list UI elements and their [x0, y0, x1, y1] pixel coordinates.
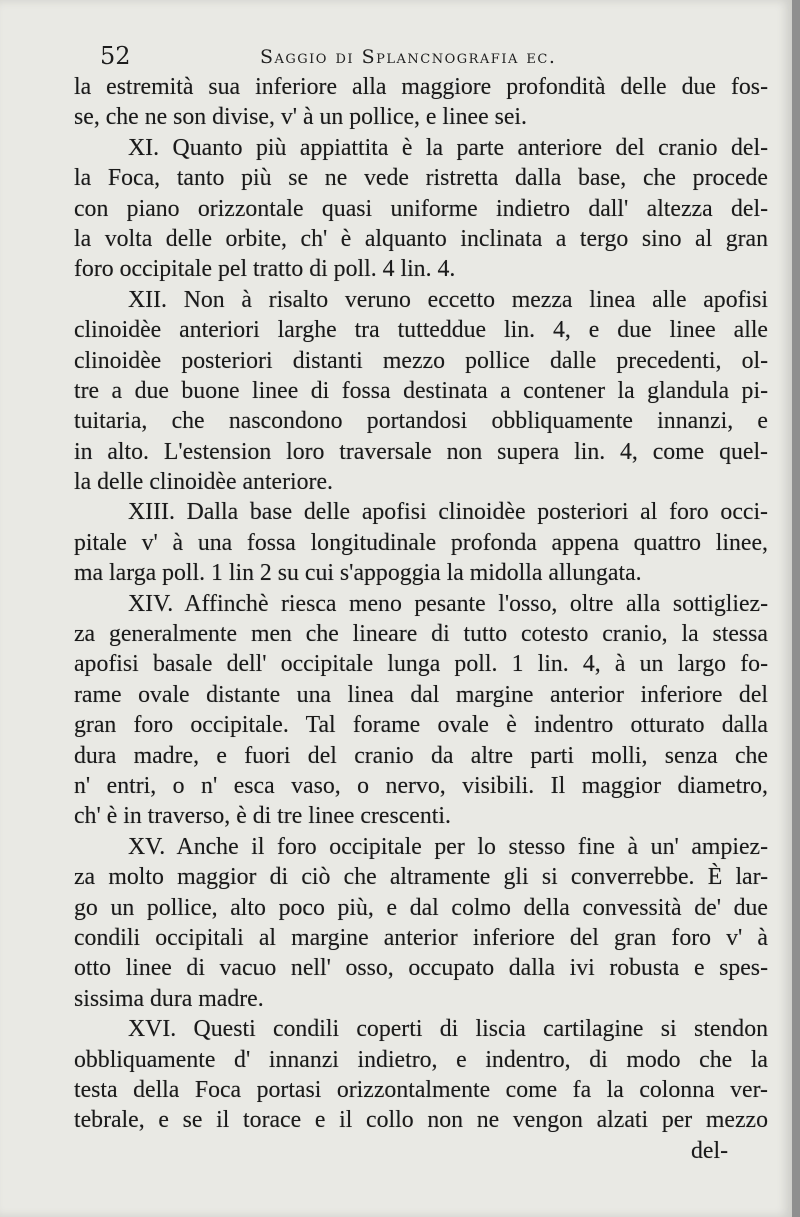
text-line: in alto. L'estension loro traversale non supera lin. 4, come quel-: [74, 438, 768, 465]
text-line: ch' è in traverso, è di tre linee crescenti.: [74, 803, 451, 830]
text-line: dura madre, e fuori del cranio da altre parti molli, senza che: [74, 742, 768, 769]
text-line: obbliquamente d' innanzi indietro, e indentro, di modo che la: [74, 1046, 768, 1073]
text-line: clinoidèe anteriori larghe tra tutteddue lin. 4, e due linee alle: [74, 317, 768, 344]
text-line: gran foro occipitale. Tal forame ovale è indentro otturato dalla: [74, 712, 768, 739]
text-line: sissima dura madre.: [74, 985, 264, 1012]
text-line: tre a due buone linee di fossa destinata a contener la glandula pi-: [74, 377, 768, 404]
text-line: la delle clinoidèe anteriore.: [74, 469, 333, 496]
text-line: go un pollice, alto poco più, e dal colmo della convessità de' due: [74, 894, 768, 921]
text-line: apofisi basale dell' occipitale lunga poll. 1 lin. 4, à un largo fo-: [74, 651, 768, 678]
paragraph-start-xiv: XIV. Affinchè riesca meno pesante l'osso, oltre alla sottigliez-: [128, 590, 768, 617]
text-line: con piano orizzontale quasi uniforme indietro dall' altezza del-: [74, 195, 768, 222]
text-line: la estremità sua inferiore alla maggiore profondità delle due fos-: [74, 74, 768, 100]
paragraph-start-xi: XI. Quanto più appiattita è la parte anteriore del cranio del-: [128, 134, 768, 161]
running-head: Saggio di Splancnografia ec.: [260, 46, 557, 68]
text-line: la Foca, tanto più se ne vede ristretta dalla base, che procede: [74, 165, 768, 192]
page-number: 52: [100, 42, 131, 70]
text-line: za molto maggior di ciò che altramente gli si converrebbe. È lar-: [74, 864, 768, 891]
catchword: del-: [691, 1137, 728, 1164]
text-line: pitale v' à una fossa longitudinale profonda appena quattro linee,: [74, 529, 768, 556]
text-line: otto linee di vacuo nell' osso, occupato dalla ivi robusta e spes-: [74, 955, 768, 982]
paragraph-start-xiii: XIII. Dalla base delle apofisi clinoidèe posteriori al foro occi-: [128, 499, 768, 526]
text-line: la volta delle orbite, ch' è alquanto inclinata a tergo sino al gran: [74, 225, 768, 252]
text-line: za generalmente men che lineare di tutto cotesto cranio, la stessa: [74, 621, 768, 648]
text-line: tuitaria, che nascondono portandosi obbliquamente innanzi, e: [74, 408, 768, 435]
text-line: clinoidèe posteriori distanti mezzo pollice dalle precedenti, ol-: [74, 347, 768, 374]
text-line: tebrale, e se il torace e il collo non ne vengon alzati per mezzo: [74, 1107, 768, 1134]
paragraph-start-xii: XII. Non à risalto veruno eccetto mezza linea alle apofisi: [128, 286, 768, 313]
text-line: condili occipitali al margine anterior inferiore del gran foro v' à: [74, 924, 768, 951]
body-text: [74, 72, 768, 1166]
text-line: n' entri, o n' esca vaso, o nervo, visibili. Il maggior diametro,: [74, 772, 768, 799]
text-line: ma larga poll. 1 lin 2 su cui s'appoggia la midolla allungata.: [74, 560, 642, 587]
text-line: testa della Foca portasi orizzontalmente come fa la colonna ver-: [74, 1076, 768, 1103]
paragraph-start-xv: XV. Anche il foro occipitale per lo stesso fine à un' ampiez-: [128, 833, 768, 860]
paragraph-start-xvi: XVI. Questi condili coperti di liscia cartilagine si stendon: [128, 1016, 768, 1043]
text-line: rame ovale distante una linea dal margine anterior inferiore del: [74, 681, 768, 708]
page-header: [100, 42, 732, 76]
text-line: se, che ne son divise, v' à un pollice, e linee sei.: [74, 104, 527, 131]
text-line: foro occipitale pel tratto di poll. 4 lin. 4.: [74, 256, 456, 283]
